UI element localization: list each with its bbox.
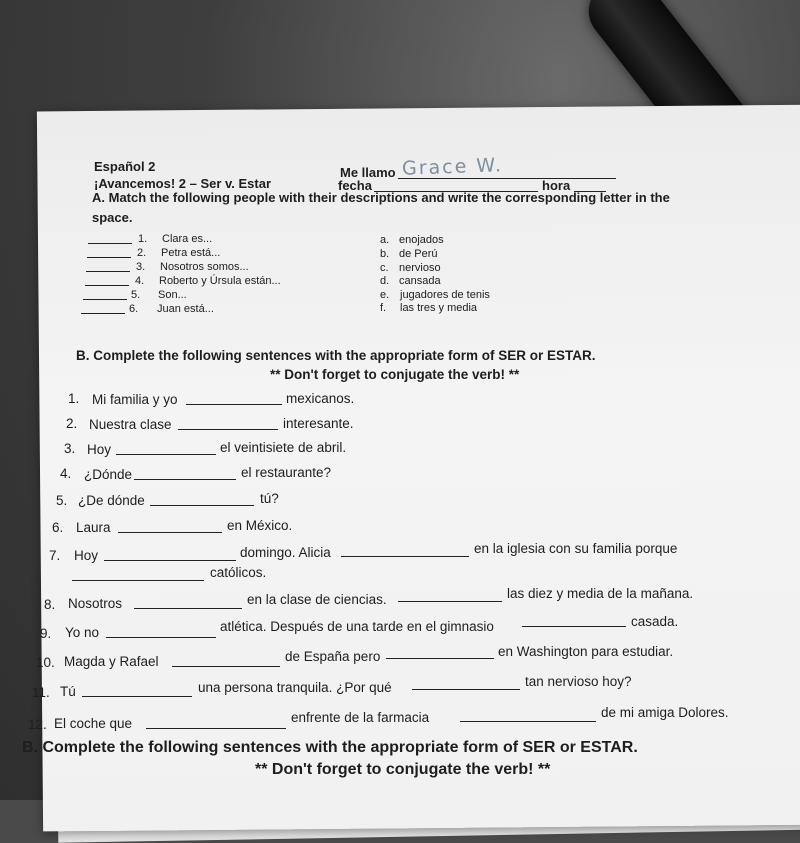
- sentence-text: Nosotros: [68, 596, 123, 611]
- sentence-text: El coche que: [54, 716, 133, 731]
- option-letter: f.: [380, 302, 387, 314]
- answer-blank[interactable]: [134, 608, 242, 609]
- item-text: Roberto y Úrsula están...: [159, 275, 281, 287]
- answer-blank[interactable]: [412, 689, 520, 690]
- answer-blank[interactable]: [398, 601, 502, 602]
- item-number: 4.: [135, 275, 145, 287]
- answer-blank[interactable]: [106, 637, 216, 638]
- sentence-text: en Washington para estudiar.: [498, 644, 674, 659]
- sentence-number: 4.: [60, 466, 72, 481]
- answer-blank[interactable]: [178, 429, 278, 430]
- unit-title: ¡Avancemos! 2 – Ser v. Estar: [94, 176, 272, 191]
- answer-blank[interactable]: [104, 560, 236, 561]
- option-text: jugadores de tenis: [400, 289, 490, 301]
- hora-label: hora: [542, 178, 571, 193]
- sentence-number: 5.: [56, 493, 68, 508]
- answer-blank[interactable]: [86, 271, 130, 272]
- footer-part-b-title: B. Complete the following sentences with the appropriate form of SER or ESTAR.: [22, 739, 638, 756]
- item-text: Nosotros somos...: [160, 261, 249, 273]
- sentence-number: 2.: [66, 416, 78, 431]
- part-a-instruction-cont: space.: [92, 210, 133, 225]
- sentence-text: Hoy: [74, 548, 99, 563]
- sentence-number: 12.: [28, 717, 47, 732]
- item-text: Petra está...: [161, 247, 221, 259]
- sentence-text: en la iglesia con su familia porque: [474, 541, 678, 556]
- option-letter: a.: [380, 234, 390, 246]
- option-text: de Perú: [399, 248, 438, 260]
- sentence-text: interesante.: [283, 416, 354, 431]
- item-number: 1.: [138, 233, 148, 245]
- sentence-text: casada.: [631, 614, 679, 629]
- sentence-number: 9.: [40, 626, 52, 641]
- sentence-text: Hoy: [87, 442, 112, 457]
- sentence-number: 3.: [64, 441, 76, 456]
- part-a-instruction: A. Match the following people with their descriptions and write the corresponding letter in the: [92, 190, 670, 205]
- option-text: cansada: [399, 275, 441, 287]
- answer-blank[interactable]: [118, 532, 222, 533]
- sentence-text: de mi amiga Dolores.: [601, 705, 729, 720]
- sentence-text: tan nervioso hoy?: [525, 674, 632, 689]
- answer-blank[interactable]: [88, 243, 132, 244]
- sentence-number: 1.: [68, 391, 80, 406]
- footer-part-b-subtitle: ** Don't forget to conjugate the verb! **: [255, 761, 551, 778]
- answer-blank[interactable]: [460, 721, 596, 722]
- fecha-label: fecha: [338, 178, 372, 193]
- answer-blank[interactable]: [83, 299, 127, 300]
- handwritten-name: Grace W.: [401, 154, 504, 180]
- sentence-text: domingo. Alicia: [240, 545, 331, 560]
- answer-blank[interactable]: [116, 454, 216, 455]
- answer-blank[interactable]: [172, 666, 280, 667]
- answer-blank[interactable]: [186, 404, 282, 405]
- item-number: 2.: [137, 247, 147, 259]
- sentence-text: Tú: [60, 684, 76, 699]
- answer-blank[interactable]: [522, 626, 626, 627]
- answer-blank[interactable]: [134, 479, 236, 480]
- sentence-text: en México.: [227, 518, 293, 533]
- answer-blank[interactable]: [87, 257, 131, 258]
- sentence-text: católicos.: [210, 565, 267, 580]
- sentence-text: en la clase de ciencias.: [247, 592, 387, 607]
- item-number: 3.: [136, 261, 146, 273]
- sentence-text: Mi familia y yo: [92, 392, 178, 407]
- answer-blank[interactable]: [386, 658, 494, 659]
- course-title: Español 2: [94, 159, 156, 174]
- item-text: Juan está...: [157, 303, 214, 315]
- item-number: 6.: [129, 303, 139, 315]
- option-letter: e.: [380, 289, 390, 301]
- option-text: las tres y media: [400, 302, 478, 314]
- sentence-text: el veintisiete de abril.: [220, 440, 347, 455]
- answer-blank[interactable]: [341, 556, 469, 557]
- option-letter: b.: [380, 248, 390, 260]
- option-text: nervioso: [399, 262, 441, 274]
- answer-blank[interactable]: [82, 696, 192, 697]
- answer-blank[interactable]: [150, 505, 254, 506]
- answer-blank[interactable]: [85, 285, 129, 286]
- sentence-text: Laura: [76, 520, 111, 535]
- sentence-number: 10.: [36, 655, 55, 670]
- sentence-text: Nuestra clase: [89, 417, 172, 432]
- sentence-text: ¿De dónde: [78, 493, 145, 508]
- sentence-text: tú?: [260, 491, 279, 506]
- sentence-text: enfrente de la farmacia: [291, 710, 430, 725]
- answer-blank[interactable]: [81, 313, 125, 314]
- option-text: enojados: [399, 234, 444, 246]
- option-letter: c.: [380, 262, 389, 274]
- sentence-number: 7.: [49, 548, 61, 563]
- answer-blank[interactable]: [146, 728, 286, 729]
- item-text: Son...: [158, 289, 187, 301]
- me-llamo-label: Me llamo: [340, 165, 396, 180]
- item-text: Clara es...: [162, 233, 213, 245]
- answer-blank[interactable]: [72, 580, 204, 581]
- sentence-text: Yo no: [65, 625, 100, 640]
- sentence-text: de España pero: [285, 649, 381, 664]
- option-letter: d.: [380, 275, 390, 287]
- sentence-text: atlética. Después de una tarde en el gimnasio: [220, 619, 494, 634]
- sentence-text: una persona tranquila. ¿Por qué: [198, 680, 392, 695]
- sentence-text: mexicanos.: [286, 391, 355, 406]
- sentence-text: las diez y media de la mañana.: [507, 586, 694, 601]
- sentence-number: 6.: [52, 520, 64, 535]
- sentence-text: el restaurante?: [241, 465, 332, 480]
- sentence-text: ¿Dónde: [84, 467, 133, 482]
- item-number: 5.: [131, 289, 141, 301]
- sentence-text: Magda y Rafael: [64, 654, 159, 669]
- sentence-number: 8.: [44, 597, 56, 612]
- sentence-number: 11.: [32, 685, 50, 700]
- part-b-subtitle: ** Don't forget to conjugate the verb! **: [270, 367, 520, 382]
- part-b-title: B. Complete the following sentences with the appropriate form of SER or ESTAR.: [76, 348, 596, 363]
